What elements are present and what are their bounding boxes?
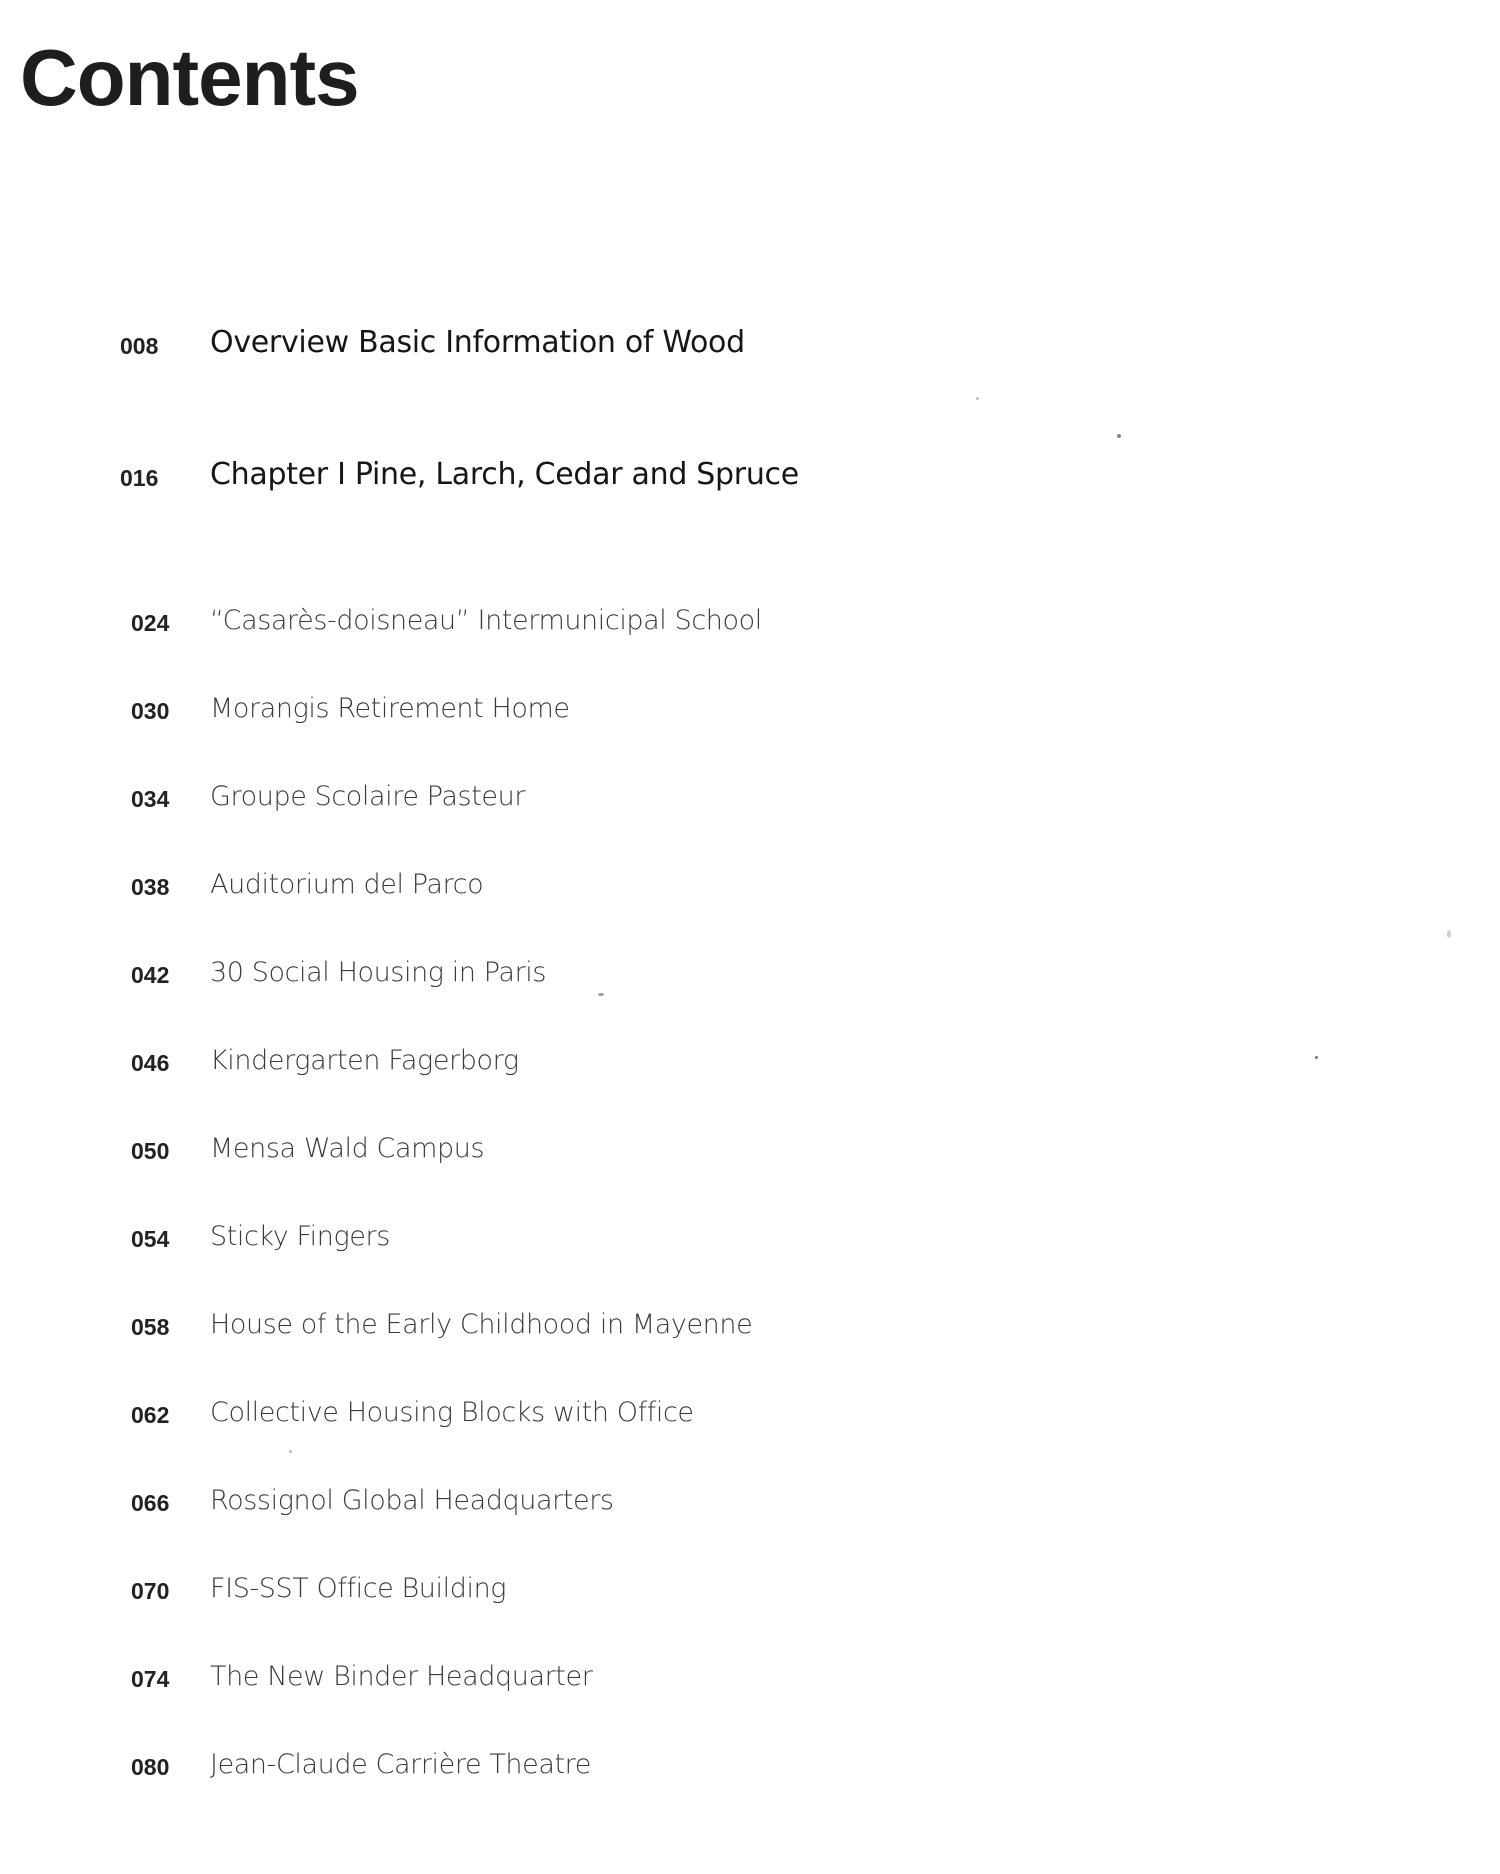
toc-entry-title: Auditorium del Parco xyxy=(210,869,484,900)
toc-entry[interactable] xyxy=(0,957,900,997)
scan-speck xyxy=(1315,1056,1318,1059)
toc-entry-title: Jean-Claude Carrière Theatre xyxy=(210,1749,591,1780)
scan-speck xyxy=(289,1450,292,1453)
toc-page-number: 042 xyxy=(131,962,170,988)
toc-page-number: 054 xyxy=(131,1226,170,1252)
toc-page-number: 046 xyxy=(131,1050,170,1076)
toc-entry[interactable] xyxy=(0,1133,900,1173)
toc-page-number: 038 xyxy=(131,874,170,900)
toc-entry-title: Sticky Fingers xyxy=(210,1221,390,1252)
toc-entry-title: Mensa Wald Campus xyxy=(210,1133,485,1164)
toc-entry[interactable] xyxy=(0,869,900,909)
toc-entry[interactable] xyxy=(0,1485,900,1525)
toc-page-number: 008 xyxy=(120,333,159,359)
scan-speck xyxy=(1447,930,1451,938)
toc-entry-title: FIS-SST Office Building xyxy=(210,1573,507,1604)
scan-speck xyxy=(598,993,604,996)
toc-entry[interactable] xyxy=(0,1045,900,1085)
toc-entry-title: Groupe Scolaire Pasteur xyxy=(210,781,526,812)
toc-page-number: 062 xyxy=(131,1402,170,1428)
toc-page-number: 034 xyxy=(131,786,170,812)
toc-major-entry[interactable] xyxy=(0,325,900,369)
toc-entry[interactable] xyxy=(0,1309,900,1349)
toc-entry[interactable] xyxy=(0,693,900,733)
page-title: Contents xyxy=(20,33,359,122)
toc-entry[interactable] xyxy=(0,1397,900,1437)
toc-major-entry[interactable] xyxy=(0,457,900,501)
toc-entry-title: Kindergarten Fagerborg xyxy=(210,1045,519,1076)
toc-page-number: 074 xyxy=(131,1666,170,1692)
toc-entry-title: Overview Basic Information of Wood xyxy=(210,325,745,360)
toc-entry-title: Chapter I Pine, Larch, Cedar and Spruce xyxy=(210,457,799,492)
toc-entry-title: Morangis Retirement Home xyxy=(210,693,570,724)
toc-entry[interactable] xyxy=(0,1221,900,1261)
toc-entry[interactable] xyxy=(0,781,900,821)
toc-page-number: 070 xyxy=(131,1578,170,1604)
toc-page-number: 024 xyxy=(131,610,170,636)
toc-entry-title: The New Binder Headquarter xyxy=(210,1661,593,1692)
toc-entry-title: Rossignol Global Headquarters xyxy=(210,1485,614,1516)
toc-page-number: 066 xyxy=(131,1490,170,1516)
toc-entry-title: Collective Housing Blocks with Office xyxy=(210,1397,694,1428)
scan-speck xyxy=(976,397,979,400)
toc-page-number: 080 xyxy=(131,1754,170,1780)
toc-entry-title: 30 Social Housing in Paris xyxy=(210,957,547,988)
toc-page-number: 058 xyxy=(131,1314,170,1340)
toc-entry[interactable] xyxy=(0,1573,900,1613)
toc-page-number: 016 xyxy=(120,465,159,491)
toc-entry[interactable] xyxy=(0,1749,900,1789)
toc-entry-title: “Casarès-doisneau” Intermunicipal School xyxy=(210,605,762,636)
toc-entry-title: House of the Early Childhood in Mayenne xyxy=(210,1309,753,1340)
toc-entry[interactable] xyxy=(0,605,900,645)
toc-page-number: 050 xyxy=(131,1138,170,1164)
toc-page-number: 030 xyxy=(131,698,170,724)
scan-speck xyxy=(1117,434,1121,438)
toc-entry[interactable] xyxy=(0,1661,900,1701)
